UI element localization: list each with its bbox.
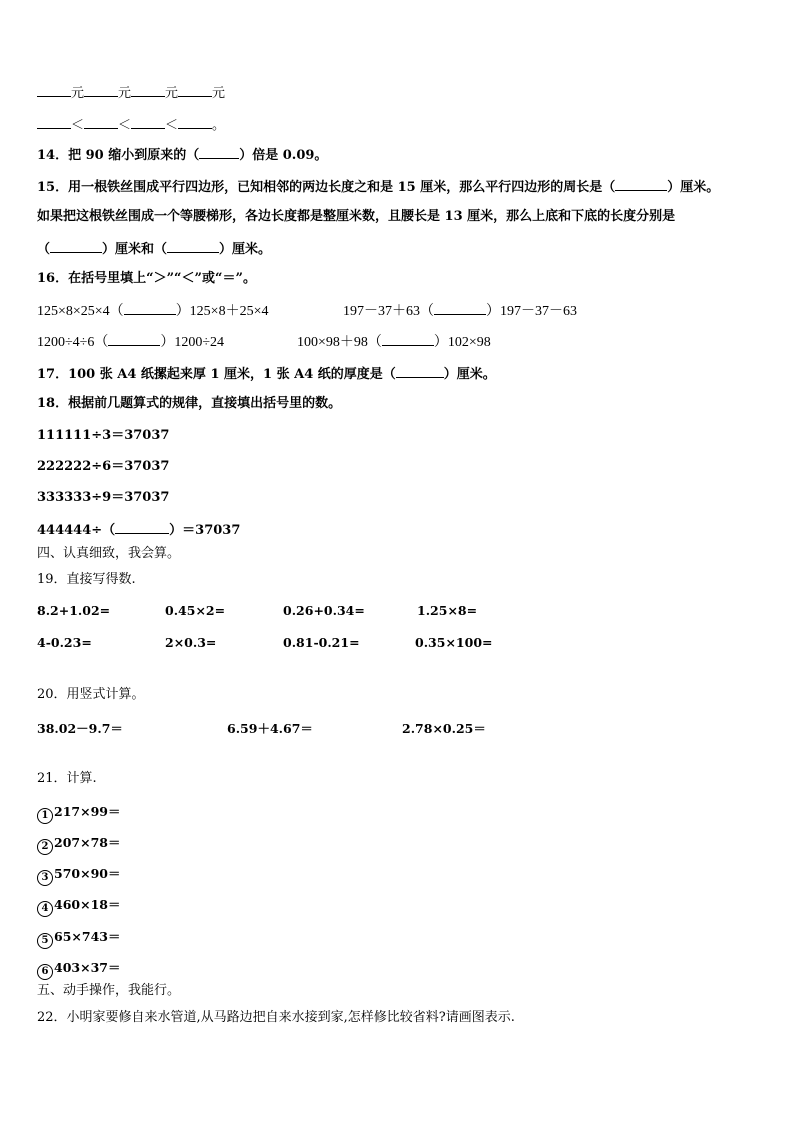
q16-c-left: 1200÷4÷6（ [37,335,109,350]
q15-text: （ [37,242,51,257]
section-4-heading: 四、认真细致，我会算。 [37,546,181,561]
q16-row-1b [343,302,577,320]
blank[interactable] [37,84,71,97]
q18-equation-3 [37,490,169,506]
q16-title: 16．在括号里填上“＞”“＜”或“＝”。 [37,271,256,286]
q19-r1-c4: 1.25×8= [417,603,478,618]
q15-text: 如果把这根铁丝围成一个等腰梯形，各边长度都是整厘米数，且腰长是 13 厘米，那么上底和下底的长度分别是 [37,209,676,224]
q16-row-1 [37,302,268,320]
blank[interactable] [131,84,165,97]
q20-title: 20．用竖式计算。 [37,687,145,702]
q21-expr: 65×743＝ [54,929,121,944]
q21-title: 21．计算. [37,771,97,786]
q21-item-1 [37,802,120,824]
q20-item-1: 38.02－9.7＝ [37,721,123,736]
q17-text: 17．100 张 A4 纸摞起来厚 1 厘米，1 张 A4 纸的厚度是（ [37,367,396,382]
answer-blank[interactable] [434,302,486,315]
q15-text: ）厘米。 [667,180,720,195]
yuan-blanks-line [37,84,225,102]
less-than: ＜ [71,118,85,133]
question-15-line-3 [37,240,271,258]
q21-item-5 [37,927,120,949]
q21-item-2 [37,833,120,855]
order-blanks-line [37,116,225,134]
q21-expr: 217×99＝ [54,804,121,819]
q19-title: 19．直接写得数. [37,572,136,587]
q14-text: ）倍是 0.09。 [239,148,328,163]
yuan-unit: 元 [71,86,85,101]
circled-number: 3 [37,870,53,886]
answer-blank[interactable] [167,240,219,253]
q16-b-left: 197－37＋63（ [343,304,434,319]
circled-number: 4 [37,901,53,917]
q16-c-right: ）1200÷24 [160,335,225,350]
answer-blank[interactable] [396,365,444,378]
q16-b-right: ）197－37－63 [486,304,577,319]
blank[interactable] [84,84,118,97]
q16-a-left: 125×8×25×4（ [37,304,124,319]
question-15-line-1 [37,178,719,196]
q21-expr: 403×37＝ [54,960,121,975]
blank[interactable] [37,116,71,129]
q18-title: 18．根据前几题算式的规律，直接填出括号里的数。 [37,396,342,411]
section-5-heading: 五、动手操作，我能行。 [37,983,181,998]
q21-item-6 [37,958,120,980]
q16-row-2 [37,333,224,351]
yuan-unit: 元 [118,86,132,101]
circled-number: 5 [37,933,53,949]
q21-item-3 [37,864,120,886]
yuan-unit: 元 [212,86,226,101]
answer-blank[interactable] [615,178,667,191]
question-19-title [37,572,136,588]
q21-expr: 207×78＝ [54,835,121,850]
q18-equation-1 [37,428,169,444]
q21-item-4 [37,895,120,917]
q19-r2-c3: 0.81-0.21= [283,635,360,650]
q19-r2-c1: 4-0.23= [37,635,92,650]
q20-item-3: 2.78×0.25＝ [402,721,486,736]
q16-a-right: ）125×8＋25×4 [175,304,269,319]
question-17 [37,365,496,383]
answer-blank[interactable] [382,333,434,346]
q20-item-2: 6.59＋4.67＝ [227,721,313,736]
q14-text: 14．把 90 缩小到原来的（ [37,148,200,163]
answer-blank[interactable] [124,302,176,315]
q15-text: ）厘米和（ [102,242,168,257]
q22-text: 22．小明家要修自来水管道,从马路边把自来水接到家,怎样修比较省料?请画图表示. [37,1010,515,1025]
circled-number: 1 [37,808,53,824]
q16-d-right: ）102×98 [433,335,491,350]
q18-e4-pre: 444444÷（ [37,523,116,538]
q18-e4-post: ）＝37037 [169,523,241,538]
q19-r2-c2: 2×0.3= [165,635,217,650]
blank[interactable] [84,116,118,129]
q19-r1-c1: 8.2+1.02= [37,603,111,618]
q21-expr: 570×90＝ [54,866,121,881]
question-14 [37,146,327,164]
question-18-title [37,396,341,412]
q15-text: ）厘米。 [219,242,272,257]
blank[interactable] [178,84,212,97]
question-20-title [37,687,145,703]
q19-r2-c4: 0.35×100= [415,635,493,650]
circled-number: 6 [37,964,53,980]
question-21-title [37,771,97,787]
question-22 [37,1010,515,1026]
q21-expr: 460×18＝ [54,897,121,912]
q18-e3: 333333÷9＝37037 [37,490,170,505]
less-than: ＜ [165,118,179,133]
less-than: ＜ [118,118,132,133]
question-16-title [37,271,256,287]
q16-row-2b [297,333,491,351]
q17-text: ）厘米。 [443,367,496,382]
answer-blank[interactable] [50,240,102,253]
section-4-title [37,546,180,562]
q16-d-left: 100×98＋98（ [297,335,382,350]
section-5-title [37,983,180,999]
q18-equation-4 [37,521,240,539]
q18-equation-2 [37,459,169,475]
q18-e2: 222222÷6＝37037 [37,459,170,474]
yuan-unit: 元 [165,86,179,101]
q19-r1-c3: 0.26+0.34= [283,603,365,618]
question-15-line-2 [37,209,675,225]
q18-e1: 111111÷3＝37037 [37,428,170,443]
period: 。 [212,118,226,133]
q15-text: 15．用一根铁丝围成平行四边形，已知相邻的两边长度之和是 15 厘米，那么平行四边形的周长是（ [37,180,616,195]
answer-blank[interactable] [108,333,160,346]
blank[interactable] [131,116,165,129]
answer-blank[interactable] [115,521,169,534]
blank[interactable] [178,116,212,129]
answer-blank[interactable] [199,146,239,159]
circled-number: 2 [37,839,53,855]
q19-r1-c2: 0.45×2= [165,603,226,618]
